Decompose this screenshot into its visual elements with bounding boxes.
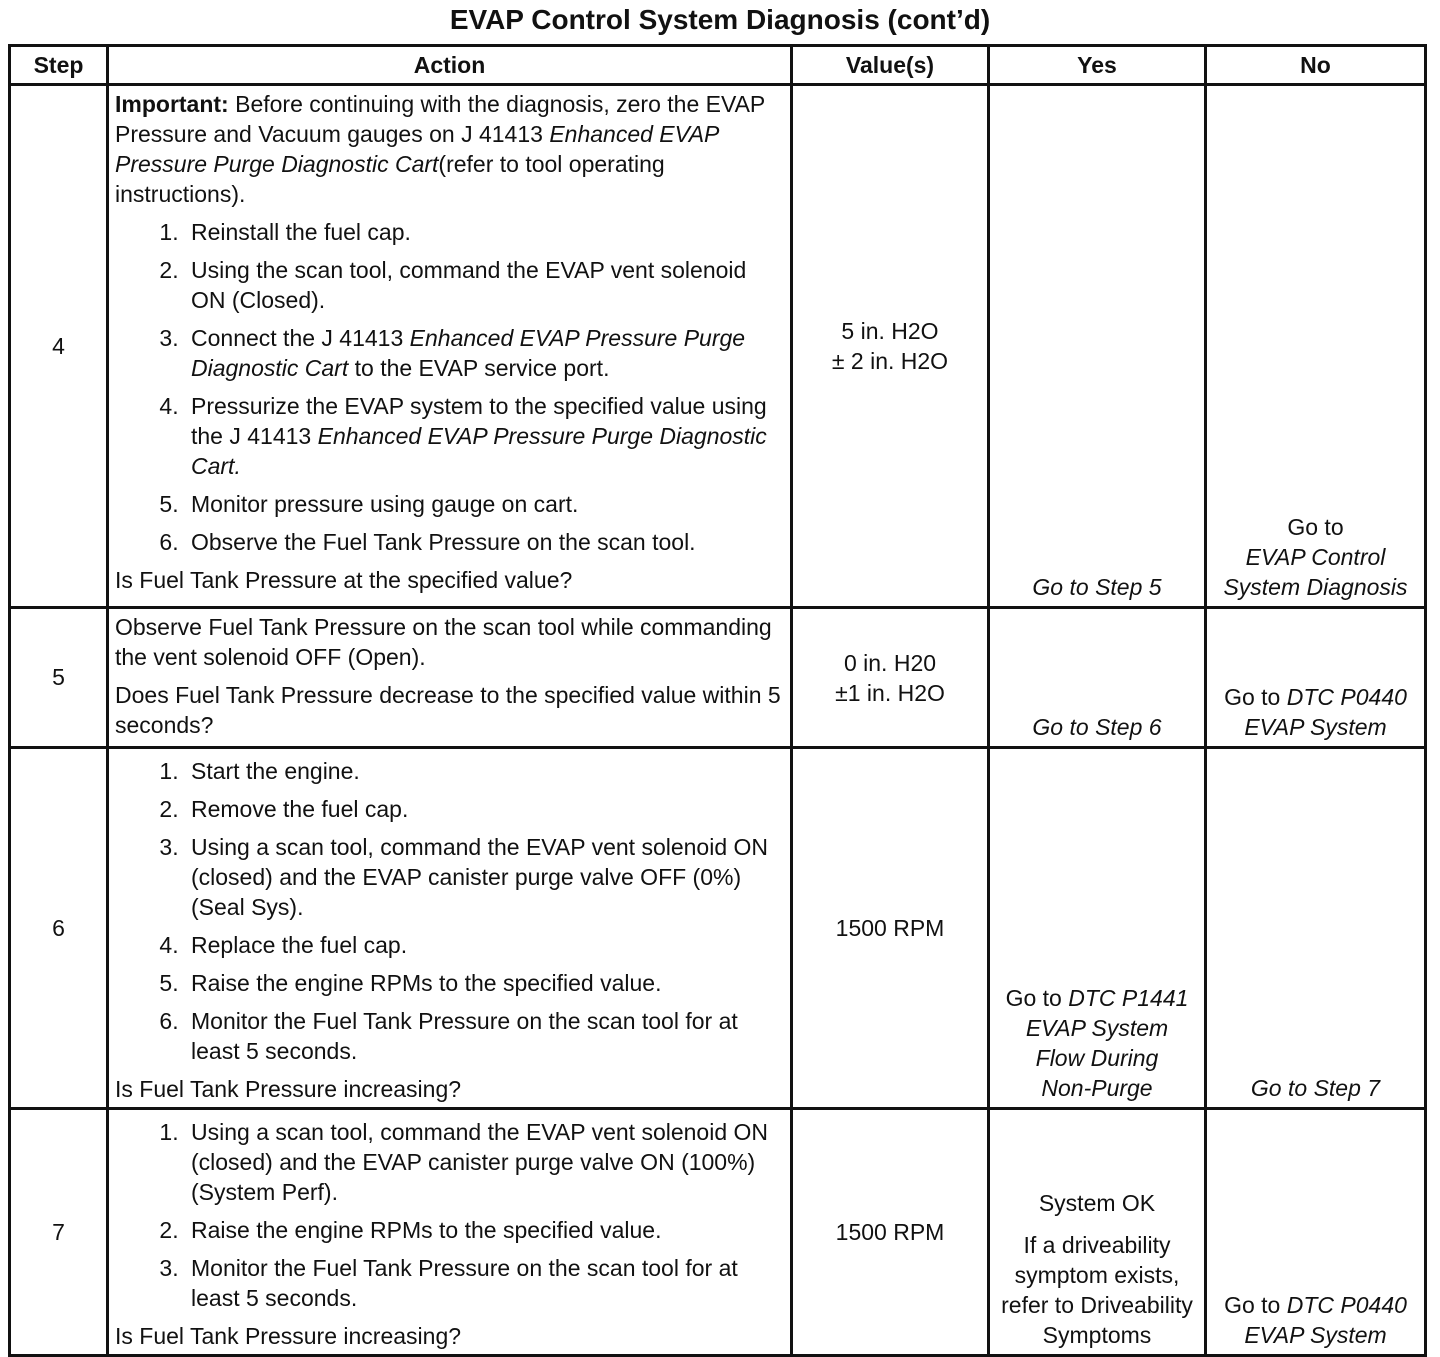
no-action: Go to [1224,1292,1287,1318]
yes-action: Go to [1005,985,1069,1011]
yes-action: If a driveability symptom exists, refer to Driveability Symptoms [1001,1232,1193,1348]
question: Does Fuel Tank Pressure decrease to the specified value within 5 seconds? [115,682,781,738]
value-cell [792,608,989,748]
value-cell [792,748,989,1109]
important-text-end: (refer to tool operating instructions). [115,151,665,207]
action-cell [108,1109,792,1356]
tool-name: Enhanced EVAP Pressure Purge Diagnostic Cart [191,325,746,381]
item-text: Pressurize the EVAP system to the specified value using the J 41413 [191,393,767,449]
no-action: Go to [1287,514,1344,540]
value-line: 1500 RPM [835,1219,945,1245]
list-item: 5. Raise the engine RPMs to the specified value. [185,968,784,998]
list-item: 2. Remove the fuel cap. [185,794,784,824]
no-action: Go to [1224,684,1287,710]
list-item: 2. Raise the engine RPMs to the specified value. [185,1215,784,1245]
question: Is Fuel Tank Pressure increasing? [115,1323,462,1349]
tool-name: Enhanced EVAP Pressure Purge Diagnostic Cart. [191,423,767,479]
yes-action-line [994,983,1200,1013]
list-item: 1. Reinstall the fuel cap. [185,217,784,247]
important-label: Important: [115,91,229,117]
question: Is Fuel Tank Pressure increasing? [115,1076,462,1102]
action-text: Observe Fuel Tank Pressure on the scan tool while commanding the vent solenoid OFF (Open). [115,614,772,670]
important-note [115,89,784,209]
list-item [185,323,784,383]
list-item: 5. Monitor pressure using gauge on cart. [185,489,784,519]
no-cell [1206,748,1426,1109]
table-row [10,748,1426,1109]
header-no: No [1206,46,1426,85]
question: Is Fuel Tank Pressure at the specified value? [115,567,573,593]
no-action: EVAP System [1244,1322,1387,1348]
yes-cell [989,85,1206,608]
action-steps [115,756,784,1066]
list-item: 6. Monitor the Fuel Tank Pressure on the scan tool for at least 5 seconds. [185,1006,784,1066]
yes-action: Flow During [1035,1045,1159,1071]
header-action: Action [108,46,792,85]
dtc-code: DTC P0440 [1286,684,1407,710]
page-title: EVAP Control System Diagnosis (cont’d) [449,4,991,35]
important-text: Before continuing with the diagnosis, zero the EVAP Pressure and Vacuum gauges on J 41413 [115,91,765,147]
diagnosis-table [8,44,1427,1357]
step-number: 5 [10,608,108,748]
yes-action: System OK [1038,1190,1156,1216]
table-row [10,85,1426,608]
value-line: 1500 RPM [835,915,945,941]
yes-action: Non-Purge [1041,1075,1153,1101]
value-line: ±1 in. H2O [835,679,945,706]
no-action: System Diagnosis [1223,574,1408,600]
action-cell [108,85,792,608]
item-text: to the EVAP service port. [348,355,610,381]
list-item: 3. Using a scan tool, command the EVAP vent solenoid ON (closed) and the EVAP canister purge valve OFF (0%) (Seal Sys). [185,832,784,922]
no-action: Go to Step 7 [1250,1075,1381,1101]
no-action: EVAP System [1244,714,1387,740]
value-line: ± 2 in. H2O [831,348,949,374]
yes-action: Go to Step 5 [1032,574,1162,600]
no-cell [1206,85,1426,608]
step-number: 7 [10,1109,108,1356]
value-line: 5 in. H2O [841,318,939,344]
header-yes: Yes [989,46,1206,85]
list-item: 1. Start the engine. [185,756,784,786]
item-text: Connect the J 41413 [191,325,410,351]
yes-cell [989,1109,1206,1356]
table-row [10,608,1426,748]
action-cell [108,608,792,748]
list-item [185,391,784,481]
table-row [10,1109,1426,1356]
no-action-line [1211,1290,1420,1320]
tool-name: Enhanced EVAP Pressure Purge Diagnostic Cart [115,121,719,177]
header-values: Value(s) [792,46,989,85]
value-cell [792,85,989,608]
no-cell [1206,608,1426,748]
list-item: 1. Using a scan tool, command the EVAP vent solenoid ON (closed) and the EVAP canister purge valve ON (100%) (System Perf). [185,1117,784,1207]
value-cell [792,1109,989,1356]
list-item: 4. Replace the fuel cap. [185,930,784,960]
action-steps [115,1117,784,1313]
action-steps [115,217,784,557]
no-action-line [1211,682,1420,712]
no-cell [1206,1109,1426,1356]
dtc-code: DTC P0440 [1286,1292,1407,1318]
yes-action: EVAP System [1025,1015,1169,1041]
header-row [10,46,1426,85]
list-item: 2. Using the scan tool, command the EVAP vent solenoid ON (Closed). [185,255,784,315]
action-cell [108,748,792,1109]
dtc-code: DTC P1441 [1068,985,1189,1011]
yes-action: Go to Step 6 [1032,714,1162,740]
step-number: 4 [10,85,108,608]
step-number: 6 [10,748,108,1109]
no-action: EVAP Control [1245,544,1386,570]
header-step: Step [10,46,108,85]
spacer [994,1218,1200,1230]
yes-cell [989,748,1206,1109]
yes-cell [989,608,1206,748]
list-item: 3. Monitor the Fuel Tank Pressure on the scan tool for at least 5 seconds. [185,1253,784,1313]
value-line: 0 in. H20 [843,649,937,676]
list-item: 6. Observe the Fuel Tank Pressure on the scan tool. [185,527,784,557]
